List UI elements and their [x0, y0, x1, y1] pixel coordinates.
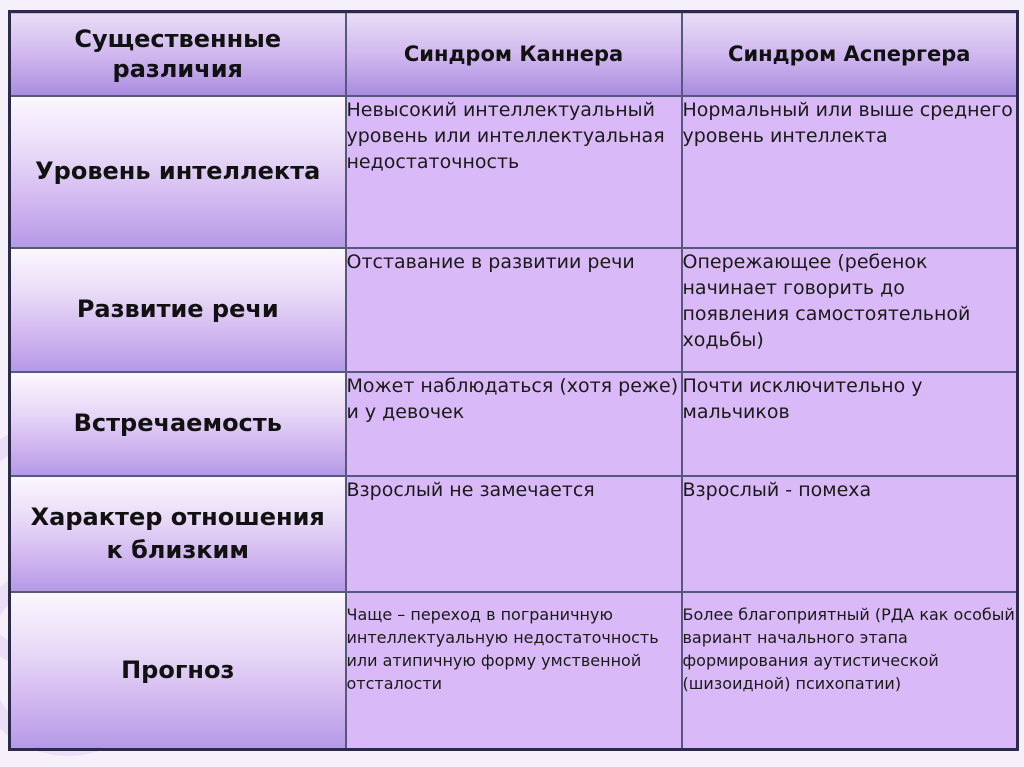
header-differences: Существенные различия — [10, 12, 346, 96]
cell-kanner-occurrence: Может наблюдаться (хотя реже) и у девочек — [346, 372, 682, 476]
cell-kanner-prognosis: Чаще – переход в пограничную интеллектуальную недостаточность или атипичную форму умственной отсталости — [346, 592, 682, 750]
cell-asperger-intellect: Нормальный или выше среднего уровень интеллекта — [682, 96, 1018, 248]
header-kanner: Синдром Каннера — [346, 12, 682, 96]
table-row — [10, 96, 1018, 248]
cell-asperger-prognosis: Более благоприятный (РДА как особый вариант начального этапа формирования аутистической (шизоидной) психопатии) — [682, 592, 1018, 750]
table-header-row — [10, 12, 1018, 96]
row-label-prognosis: Прогноз — [10, 592, 346, 750]
row-label-intellect: Уровень интеллекта — [10, 96, 346, 248]
table-row — [10, 476, 1018, 592]
header-asperger: Синдром Аспергера — [682, 12, 1018, 96]
row-label-relationship: Характер отношения к близким — [10, 476, 346, 592]
cell-kanner-intellect: Невысокий интеллектуальный уровень или интеллектуальная недостаточность — [346, 96, 682, 248]
cell-kanner-speech: Отставание в развитии речи — [346, 248, 682, 372]
table-row — [10, 372, 1018, 476]
cell-asperger-occurrence: Почти исключительно у мальчиков — [682, 372, 1018, 476]
table-row — [10, 592, 1018, 750]
row-label-occurrence: Встречаемость — [10, 372, 346, 476]
cell-asperger-speech: Опережающее (ребенок начинает говорить до появления самостоятельной ходьбы) — [682, 248, 1018, 372]
row-label-speech: Развитие речи — [10, 248, 346, 372]
comparison-table — [8, 10, 1019, 751]
cell-kanner-relationship: Взрослый не замечается — [346, 476, 682, 592]
table-row — [10, 248, 1018, 372]
cell-asperger-relationship: Взрослый - помеха — [682, 476, 1018, 592]
